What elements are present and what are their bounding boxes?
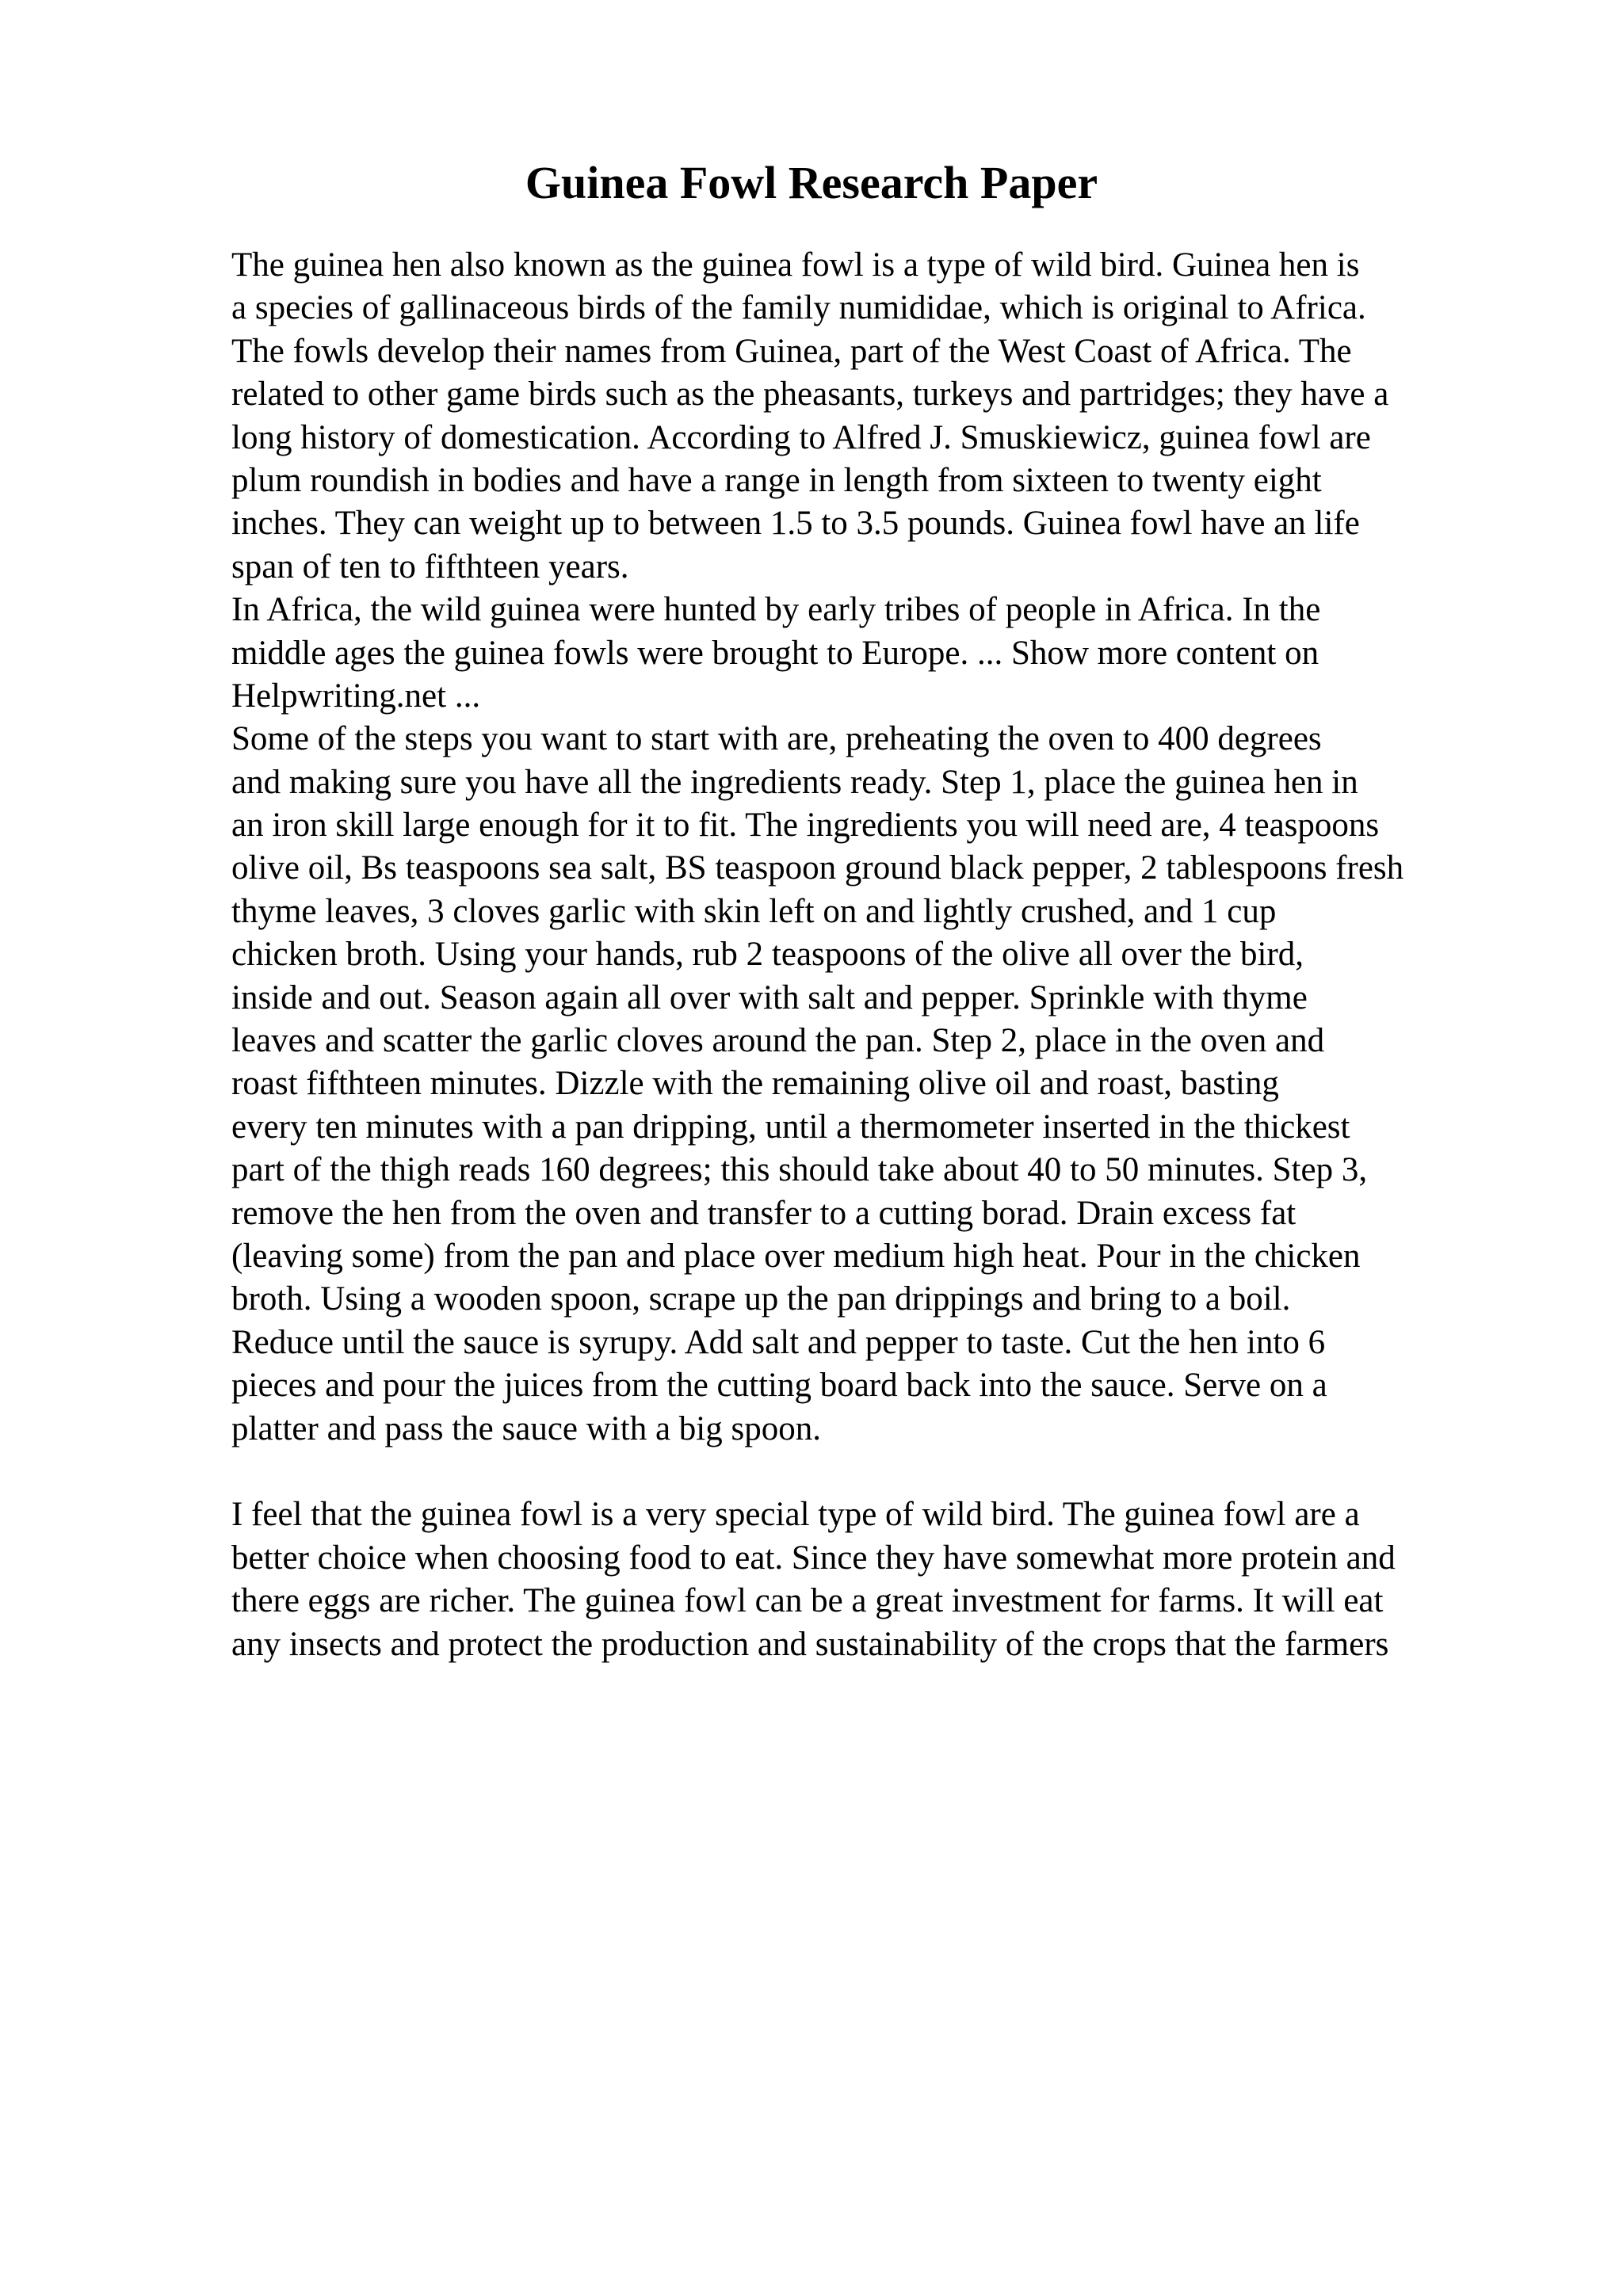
text-line: better choice when choosing food to eat. Since they have somewhat more protein and bbox=[231, 1539, 1396, 1577]
text-line: part of the thigh reads 160 degrees; this should take about 40 to 50 minutes. Step 3, bbox=[231, 1151, 1368, 1189]
text-line: and making sure you have all the ingredients ready. Step 1, place the guinea hen in bbox=[231, 763, 1358, 801]
text-line: platter and pass the sauce with a big spoon. bbox=[231, 1409, 821, 1447]
body-text bbox=[231, 244, 1547, 1666]
text-line: olive oil, Bs teaspoons sea salt, BS teaspoon ground black pepper, 2 tablespoons fresh bbox=[231, 849, 1404, 887]
paragraph-break bbox=[231, 1451, 1547, 1493]
text-line: inches. They can weight up to between 1.5 to 3.5 pounds. Guinea fowl have an life bbox=[231, 505, 1360, 543]
text-line: there eggs are richer. The guinea fowl can be a great investment for farms. It will eat bbox=[231, 1582, 1384, 1620]
text-line: Some of the steps you want to start with are, preheating the oven to 400 degrees bbox=[231, 720, 1322, 758]
page-title: Guinea Fowl Research Paper bbox=[525, 157, 1098, 208]
text-line: broth. Using a wooden spoon, scrape up the pan drippings and bring to a boil. bbox=[231, 1280, 1291, 1318]
text-line: every ten minutes with a pan dripping, until a thermometer inserted in the thickest bbox=[231, 1108, 1350, 1146]
text-line: a species of gallinaceous birds of the family numididae, which is original to Africa. bbox=[231, 289, 1366, 327]
text-line: remove the hen from the oven and transfer to a cutting borad. Drain excess fat bbox=[231, 1194, 1296, 1232]
text-line: plum roundish in bodies and have a range in length from sixteen to twenty eight bbox=[231, 461, 1322, 499]
text-line: roast fifthteen minutes. Dizzle with the remaining olive oil and roast, basting bbox=[231, 1065, 1279, 1103]
text-line: I feel that the guinea fowl is a very special type of wild bird. The guinea fowl are a bbox=[231, 1496, 1360, 1534]
text-line: long history of domestication. According to Alfred J. Smuskiewicz, guinea fowl are bbox=[231, 418, 1371, 456]
text-line: inside and out. Season again all over with salt and pepper. Sprinkle with thyme bbox=[231, 978, 1308, 1016]
text-line: leaves and scatter the garlic cloves around the pan. Step 2, place in the oven and bbox=[231, 1022, 1325, 1060]
text-line: middle ages the guinea fowls were brought to Europe. ... Show more content on bbox=[231, 634, 1319, 672]
text-line: any insects and protect the production and sustainability of the crops that the farmers bbox=[231, 1625, 1389, 1663]
text-line: an iron skill large enough for it to fit. The ingredients you will need are, 4 teaspoons bbox=[231, 807, 1380, 845]
text-line: pieces and pour the juices from the cutting board back into the sauce. Serve on a bbox=[231, 1367, 1327, 1405]
text-line: The guinea hen also known as the guinea fowl is a type of wild bird. Guinea hen is bbox=[231, 246, 1360, 284]
text-line: Reduce until the sauce is syrupy. Add salt and pepper to taste. Cut the hen into 6 bbox=[231, 1323, 1326, 1361]
text-line: related to other game birds such as the pheasants, turkeys and partridges; they have a bbox=[231, 376, 1389, 414]
text-line: In Africa, the wild guinea were hunted by early tribes of people in Africa. In the bbox=[231, 591, 1321, 629]
text-line: Helpwriting.net ... bbox=[231, 677, 481, 715]
text-line: chicken broth. Using your hands, rub 2 teaspoons of the olive all over the bird, bbox=[231, 936, 1304, 974]
text-line: (leaving some) from the pan and place over medium high heat. Pour in the chicken bbox=[231, 1237, 1361, 1275]
text-line: thyme leaves, 3 cloves garlic with skin left on and lightly crushed, and 1 cup bbox=[231, 892, 1277, 930]
text-line: The fowls develop their names from Guinea, part of the West Coast of Africa. The bbox=[231, 332, 1352, 370]
text-line: span of ten to fifthteen years. bbox=[231, 547, 629, 585]
